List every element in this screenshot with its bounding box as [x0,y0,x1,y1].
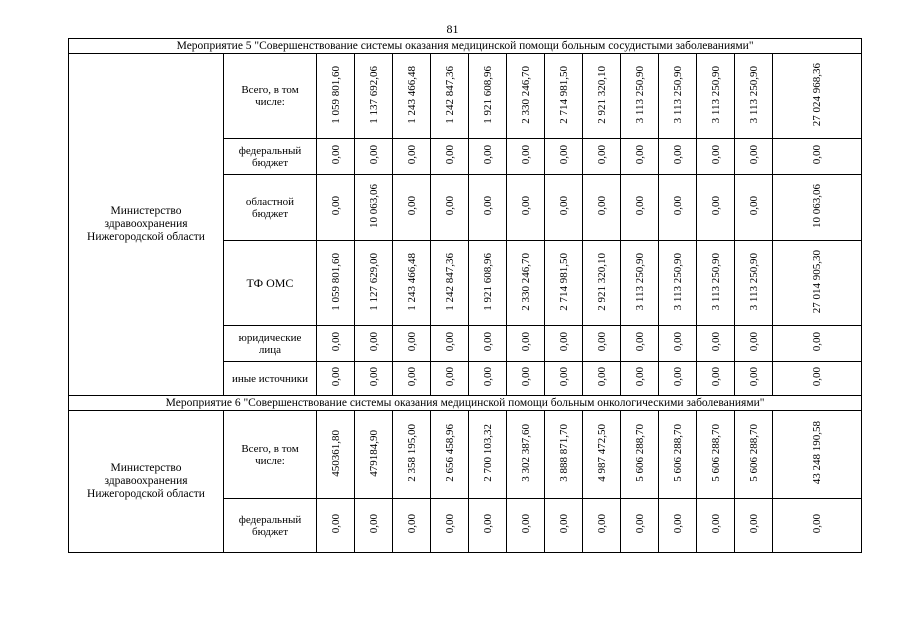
value-cell [735,326,773,362]
row-total [69,411,862,499]
value-cell [507,326,545,362]
value-text: 2 330 246,70 [519,65,532,124]
measure-title: Мероприятие 5 "Совершенствование системы оказания медицинской помощи больным сосудистыми заболеваниями" [69,39,862,54]
value-cell [621,326,659,362]
value-cell [355,326,393,362]
value-text: 0,00 [595,145,608,165]
value-text: 0,00 [595,514,608,534]
value-text: 0,00 [481,196,494,216]
value-cell [355,499,393,553]
value-text: 0,00 [633,514,646,534]
value-cell [545,175,583,241]
value-text: 0,00 [557,145,570,165]
value-text: 3 888 871,70 [557,424,570,482]
value-cell [393,54,431,139]
value-text: 0,00 [367,514,380,534]
value-text: 0,00 [671,196,684,216]
value-text: 5 606 288,70 [671,424,684,482]
value-text: 5 606 288,70 [747,424,760,482]
value-text: 2 656 458,96 [443,424,456,482]
value-text: 0,00 [595,367,608,387]
value-text: 3 113 250,90 [747,65,760,124]
value-cell [659,326,697,362]
value-text: 5 606 288,70 [633,424,646,482]
value-text: 3 113 250,90 [633,252,646,311]
value-text: 2 714 981,50 [557,252,570,311]
value-text: 0,00 [405,145,418,165]
value-text: 1 921 608,96 [481,65,494,124]
value-cell [317,362,355,396]
value-cell [583,241,621,326]
value-text: 0,00 [519,145,532,165]
row-total [69,54,862,139]
value-cell [697,499,735,553]
value-text: 0,00 [329,332,342,352]
value-cell [355,175,393,241]
value-text: 0,00 [633,367,646,387]
value-cell [659,411,697,499]
value-text: 2 358 195,00 [405,424,418,482]
value-cell [431,411,469,499]
value-cell [545,499,583,553]
value-text: 0,00 [519,332,532,352]
value-text: 0,00 [671,145,684,165]
value-text: 0,00 [747,332,760,352]
total-cell [773,241,862,326]
value-cell [735,175,773,241]
page-number: 81 [446,22,459,36]
value-cell [735,411,773,499]
value-text: 0,00 [443,367,456,387]
value-cell [431,326,469,362]
value-text: 1 242 847,36 [443,252,456,311]
value-cell [621,175,659,241]
value-cell [317,175,355,241]
value-cell [735,499,773,553]
value-cell [355,411,393,499]
budget-table [68,38,862,553]
value-text: 3 113 250,90 [709,252,722,311]
value-cell [393,499,431,553]
value-cell [583,411,621,499]
value-cell [659,54,697,139]
value-text: 0,00 [443,196,456,216]
value-text: 0,00 [329,367,342,387]
total-cell [773,175,862,241]
value-cell [545,139,583,175]
value-cell [355,54,393,139]
value-text: 1 921 608,96 [481,252,494,311]
value-text: 0,00 [367,367,380,387]
value-cell [583,499,621,553]
value-cell [317,54,355,139]
value-cell [507,175,545,241]
value-text: 0,00 [595,196,608,216]
ministry-name: Министерство здравоохранения Нижегородской области [69,411,224,553]
value-cell [431,139,469,175]
row-label: областной бюджет [224,175,317,241]
value-cell [431,362,469,396]
value-text: 0,00 [519,367,532,387]
value-cell [317,411,355,499]
value-cell [697,326,735,362]
value-text: 0,00 [329,196,342,216]
value-cell [659,139,697,175]
value-cell [659,175,697,241]
value-text: 0,00 [557,196,570,216]
value-cell [621,362,659,396]
value-text: 0,00 [633,332,646,352]
value-cell [697,54,735,139]
value-text: 0,00 [481,332,494,352]
value-text: 0,00 [633,145,646,165]
ministry-name: Министерство здравоохранения Нижегородской области [69,54,224,396]
value-text: 0,00 [709,367,722,387]
value-cell [507,241,545,326]
value-cell [355,139,393,175]
value-text: 0,00 [671,332,684,352]
value-cell [545,411,583,499]
value-cell [545,326,583,362]
value-cell [431,499,469,553]
value-cell [469,362,507,396]
value-text: 2 714 981,50 [557,65,570,124]
value-cell [621,139,659,175]
value-cell [697,241,735,326]
value-cell [507,499,545,553]
total-cell [773,326,862,362]
value-cell [393,362,431,396]
row-label: Всего, в том числе: [224,411,317,499]
value-cell [583,326,621,362]
value-text: 0,00 [811,514,824,534]
value-cell [393,139,431,175]
value-text: 0,00 [519,196,532,216]
value-cell [583,362,621,396]
total-cell [773,139,862,175]
value-text: 0,00 [747,196,760,216]
value-cell [469,175,507,241]
value-cell [621,54,659,139]
value-cell [393,175,431,241]
value-text: 27 024 968,36 [811,62,824,127]
value-text: 1 059 801,60 [329,65,342,124]
value-text: 0,00 [443,332,456,352]
value-text: 3 302 387,60 [519,424,532,482]
value-text: 27 014 905,30 [811,249,824,314]
value-cell [469,139,507,175]
value-cell [317,499,355,553]
value-text: 0,00 [329,145,342,165]
value-text: 0,00 [405,196,418,216]
value-cell [469,411,507,499]
value-text: 0,00 [519,514,532,534]
value-cell [431,241,469,326]
value-cell [469,326,507,362]
value-cell [355,241,393,326]
value-text: 3 113 250,90 [671,252,684,311]
value-cell [659,241,697,326]
value-cell [393,326,431,362]
value-cell [317,241,355,326]
row-label: иные источники [224,362,317,396]
value-cell [545,362,583,396]
value-text: 3 113 250,90 [633,65,646,124]
measure-header-row [69,39,862,54]
value-text: 0,00 [367,332,380,352]
value-text: 0,00 [405,367,418,387]
value-text: 0,00 [709,145,722,165]
row-label: юридические лица [224,326,317,362]
value-text: 2 921 320,10 [595,65,608,124]
value-cell [317,326,355,362]
value-text: 0,00 [443,145,456,165]
value-text: 0,00 [481,514,494,534]
value-cell [735,241,773,326]
value-text: 0,00 [633,196,646,216]
value-text: 2 921 320,10 [595,252,608,311]
value-cell [697,139,735,175]
row-label: федеральный бюджет [224,139,317,175]
value-text: 0,00 [709,514,722,534]
value-text: 1 127 629,00 [367,252,380,311]
value-text: 0,00 [443,514,456,534]
value-text: 3 113 250,90 [747,252,760,311]
value-cell [507,54,545,139]
value-text: 3 113 250,90 [709,65,722,124]
value-text: 0,00 [481,145,494,165]
value-text: 1 137 692,06 [367,65,380,124]
value-text: 0,00 [747,514,760,534]
value-text: 0,00 [405,514,418,534]
value-cell [469,241,507,326]
value-text: 5 606 288,70 [709,424,722,482]
value-cell [621,411,659,499]
total-cell [773,54,862,139]
value-text: 2 330 246,70 [519,252,532,311]
value-cell [317,139,355,175]
value-text: 1 059 801,60 [329,252,342,311]
value-cell [583,139,621,175]
value-cell [431,175,469,241]
value-text: 0,00 [595,332,608,352]
value-text: 2 700 103,32 [481,424,494,482]
total-cell [773,499,862,553]
value-cell [583,54,621,139]
value-cell [393,241,431,326]
value-text: 0,00 [329,514,342,534]
value-text: 43 248 190,58 [811,421,824,485]
value-text: 0,00 [671,514,684,534]
value-text: 0,00 [557,514,570,534]
value-cell [507,139,545,175]
value-cell [735,54,773,139]
value-text: 450361,80 [329,429,342,477]
value-text: 0,00 [405,332,418,352]
value-text: 0,00 [709,196,722,216]
value-cell [355,362,393,396]
value-text: 0,00 [811,145,824,165]
total-cell [773,362,862,396]
value-cell [469,54,507,139]
value-cell [545,241,583,326]
value-cell [697,175,735,241]
value-cell [659,499,697,553]
value-text: 0,00 [747,367,760,387]
value-cell [507,411,545,499]
value-text: 0,00 [811,367,824,387]
row-label: ТФ ОМС [224,241,317,326]
measure-title: Мероприятие 6 "Совершенствование системы оказания медицинской помощи больным онкологическими заболеваниями" [69,396,862,411]
value-cell [545,54,583,139]
value-cell [621,499,659,553]
value-cell [393,411,431,499]
value-text: 4 987 472,50 [595,424,608,482]
value-cell [697,362,735,396]
value-cell [507,362,545,396]
value-text: 1 243 466,48 [405,252,418,311]
value-cell [621,241,659,326]
value-cell [469,499,507,553]
value-text: 0,00 [811,332,824,352]
value-text: 1 242 847,36 [443,65,456,124]
value-text: 1 243 466,48 [405,65,418,124]
value-cell [697,411,735,499]
value-text: 0,00 [709,332,722,352]
value-text: 0,00 [671,367,684,387]
value-text: 0,00 [557,332,570,352]
value-text: 10 063,06 [367,184,380,228]
value-text: 0,00 [747,145,760,165]
row-label: федеральный бюджет [224,499,317,553]
value-text: 10 063,06 [811,184,824,228]
value-text: 3 113 250,90 [671,65,684,124]
value-cell [735,362,773,396]
value-cell [431,54,469,139]
value-cell [735,139,773,175]
total-cell [773,411,862,499]
value-cell [583,175,621,241]
measure-header-row [69,396,862,411]
row-label: Всего, в том числе: [224,54,317,139]
value-cell [659,362,697,396]
value-text: 0,00 [481,367,494,387]
value-text: 479184,90 [367,429,380,477]
value-text: 0,00 [557,367,570,387]
value-text: 0,00 [367,145,380,165]
